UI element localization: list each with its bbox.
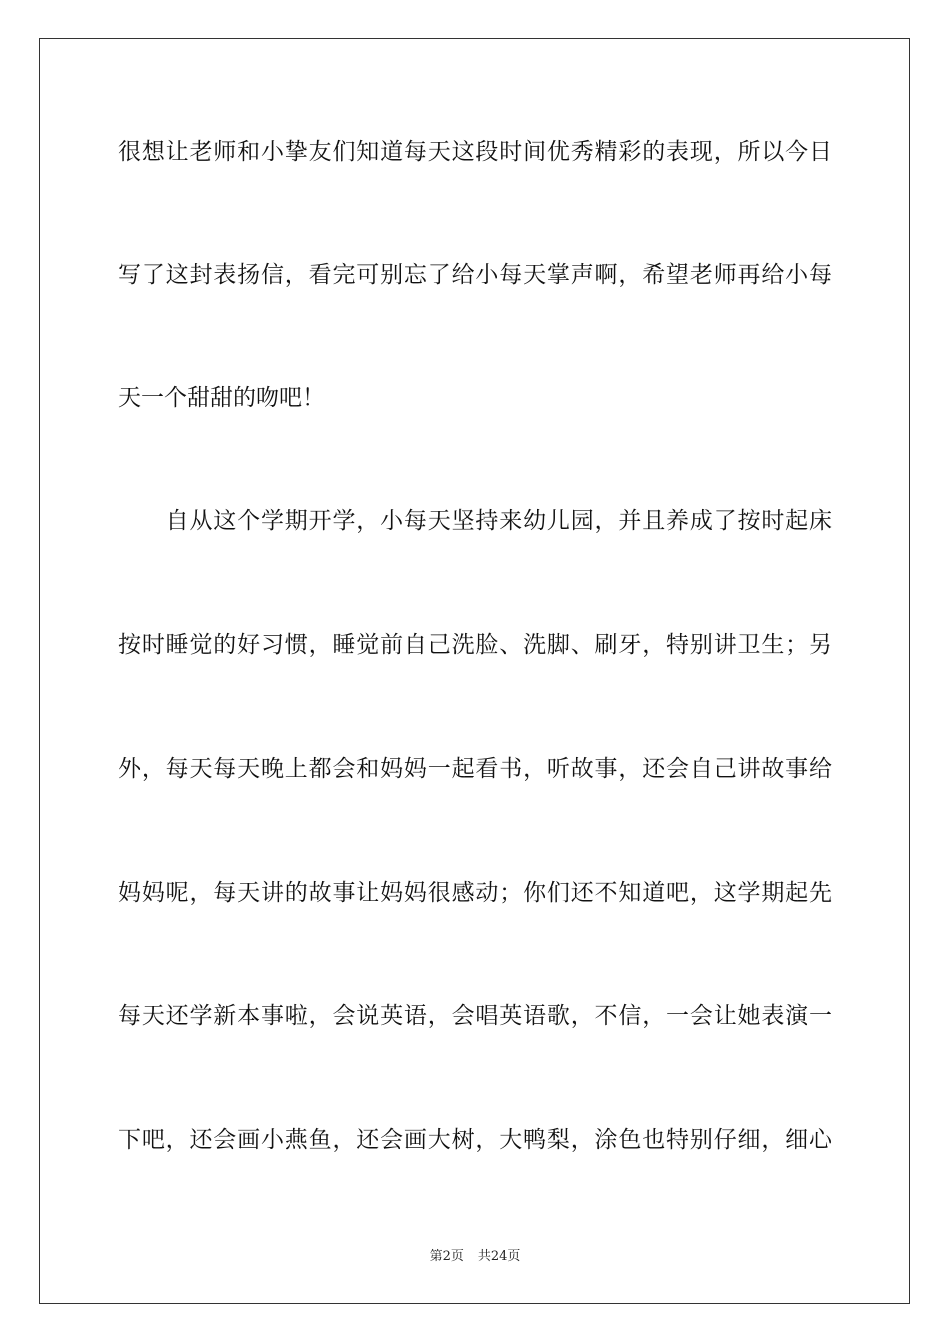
text-line-3: 天一个甜甜的吻吧！	[118, 385, 325, 411]
text-line-5: 按时睡觉的好习惯，睡觉前自己洗脸、洗脚、刷牙，特别讲卫生；另	[118, 632, 832, 658]
text-line-7: 妈妈呢，每天讲的故事让妈妈很感动；你们还不知道吧，这学期起先	[118, 880, 832, 906]
page-total: 共24页	[477, 1249, 521, 1264]
page-footer	[0, 1248, 950, 1266]
page-number: 第2页	[429, 1249, 464, 1264]
page-border	[39, 38, 910, 1304]
text-line-2: 写了这封表扬信，看完可别忘了给小每天掌声啊，希望老师再给小每	[118, 262, 832, 288]
text-line-6: 外，每天每天晚上都会和妈妈一起看书，听故事，还会自己讲故事给	[118, 756, 832, 782]
text-line-9: 下吧，还会画小燕鱼，还会画大树，大鸭梨，涂色也特别仔细，细心	[118, 1127, 832, 1153]
text-line-1: 很想让老师和小挚友们知道每天这段时间优秀精彩的表现，所以今日	[118, 139, 832, 165]
text-line-8: 每天还学新本事啦，会说英语，会唱英语歌，不信，一会让她表演一	[118, 1003, 832, 1029]
text-line-4-paragraph-start: 自从这个学期开学，小每天坚持来幼儿园，并且养成了按时起床	[118, 508, 832, 534]
